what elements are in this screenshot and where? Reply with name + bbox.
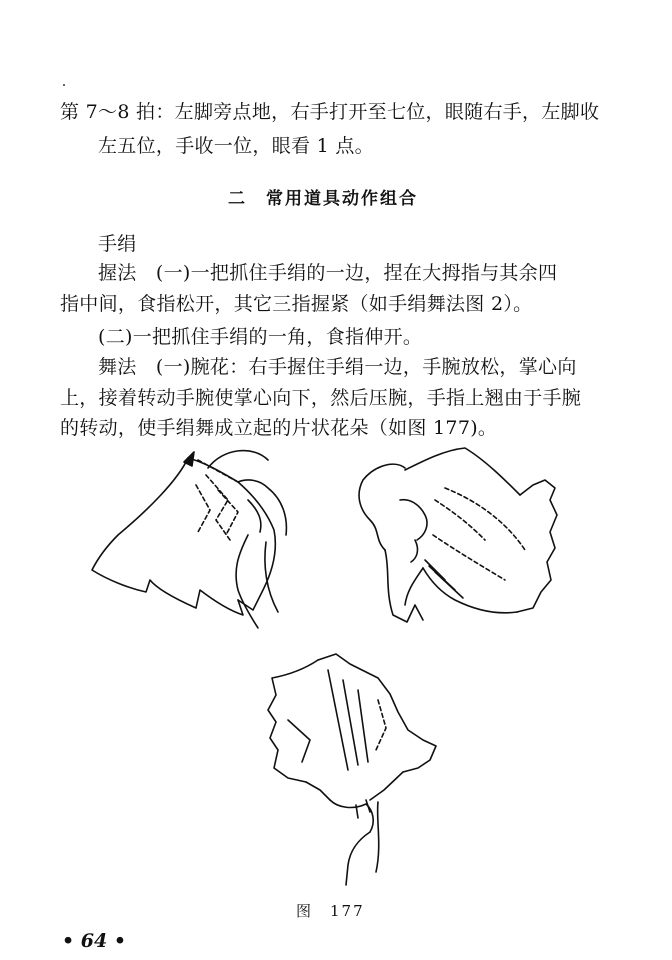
- text-line-3: 手绢: [98, 233, 137, 255]
- figure-caption: 图 177: [296, 902, 365, 920]
- illustration-wrist-flower-2: [345, 440, 575, 640]
- text-line-9: 的转动，使手绢舞成立起的片状花朵（如图 177)。: [60, 417, 498, 439]
- text-line-7: 舞法 (一)腕花：右手握住手绢一边，手腕放松，掌心向: [98, 356, 577, 378]
- scan-speck: [63, 84, 65, 86]
- illustration-wrist-flower-3: [258, 650, 458, 890]
- text-line-5: 指中间，食指松开，其它三指握紧（如手绢舞法图 2）。: [60, 293, 533, 315]
- section-heading: 二 常用道具动作组合: [228, 189, 418, 209]
- text-line-6: (二)一把抓住手绢的一角，食指伸开。: [98, 326, 423, 348]
- text-line-1: 第 7～8 拍：左脚旁点地，右手打开至七位，眼随右手，左脚收: [60, 101, 600, 123]
- text-line-2: 左五位，手收一位，眼看 1 点。: [98, 135, 374, 157]
- text-line-4: 握法 (一)一把抓住手绢的一边，捏在大拇指与其余四: [98, 262, 558, 284]
- page-number: • 64 •: [62, 930, 126, 952]
- text-line-8: 上，接着转动手腕使掌心向下，然后压腕，手指上翘由于手腕: [60, 387, 582, 409]
- illustration-wrist-flower-1: [88, 440, 318, 630]
